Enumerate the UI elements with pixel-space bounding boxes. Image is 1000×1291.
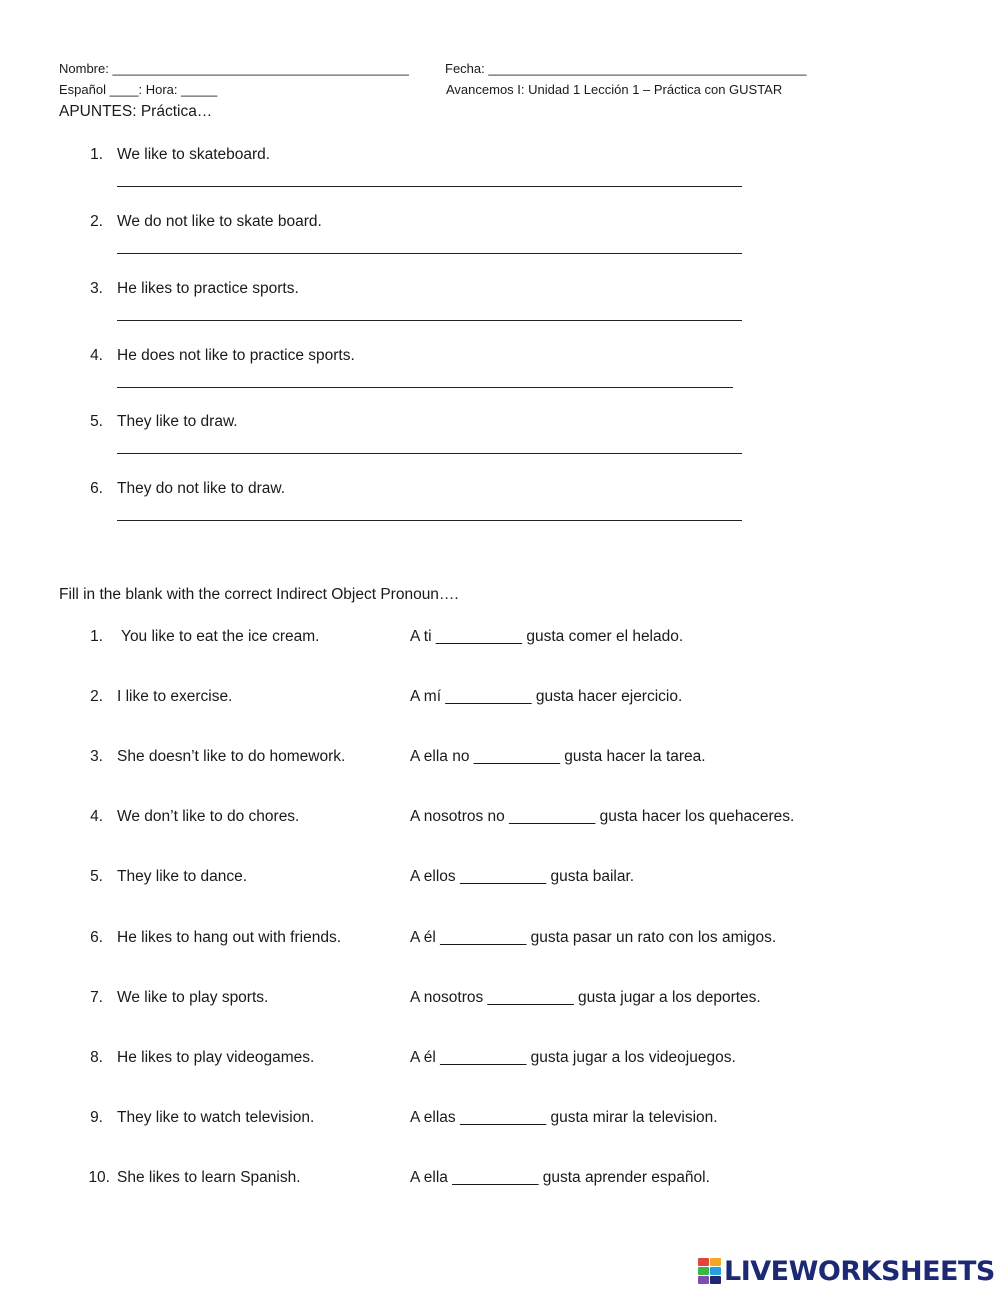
fill-item — [0, 929, 1000, 951]
spanish-sentence-with-blank[interactable]: A ellos __________ gusta bailar. — [410, 868, 635, 885]
english-sentence: She doesn’t like to do homework. — [117, 748, 346, 765]
item-number: 6. — [90, 480, 103, 497]
item-number: 3. — [90, 280, 103, 297]
logo-tile — [710, 1258, 721, 1266]
english-sentence: She likes to learn Spanish. — [117, 1169, 301, 1186]
item-number: 3. — [90, 748, 103, 765]
translate-item — [0, 146, 1000, 196]
liveworksheets-logo — [698, 1256, 995, 1286]
english-sentence: He likes to play videogames. — [117, 1049, 315, 1066]
english-sentence: He likes to hang out with friends. — [117, 929, 342, 946]
translate-item — [0, 213, 1000, 263]
translate-item — [0, 413, 1000, 463]
item-number: 5. — [90, 868, 103, 885]
item-prompt: He does not like to practice sports. — [117, 347, 355, 364]
logo-tile — [698, 1267, 709, 1275]
apuntes-heading: APUNTES: Práctica… — [59, 103, 213, 120]
english-sentence: We like to play sports. — [117, 989, 269, 1006]
item-number: 4. — [90, 808, 103, 825]
translate-item — [0, 280, 1000, 330]
spanish-sentence-with-blank[interactable]: A ellas __________ gusta mirar la television. — [410, 1109, 718, 1126]
english-sentence: You like to eat the ice cream. — [117, 628, 320, 645]
course-title: Avancemos I: Unidad 1 Lección 1 – Práctica con GUSTAR — [446, 82, 783, 97]
fill-item — [0, 748, 1000, 770]
logo-tile — [710, 1267, 721, 1275]
spanish-sentence-with-blank[interactable]: A ella no __________ gusta hacer la tarea. — [410, 748, 706, 765]
item-number: 10. — [88, 1169, 110, 1186]
item-number: 1. — [90, 628, 103, 645]
answer-line[interactable] — [117, 186, 742, 187]
logo-tile — [698, 1258, 709, 1266]
spanish-sentence-with-blank[interactable]: A mí __________ gusta hacer ejercicio. — [410, 688, 683, 705]
spanish-sentence-with-blank[interactable]: A nosotros __________ gusta jugar a los deportes. — [410, 989, 761, 1006]
fill-item — [0, 1169, 1000, 1191]
date-field[interactable]: Fecha: ____________________________________________ — [445, 61, 807, 76]
spanish-sentence-with-blank[interactable]: A él __________ gusta pasar un rato con los amigos. — [410, 929, 777, 946]
fill-item — [0, 688, 1000, 710]
fill-item — [0, 989, 1000, 1011]
item-number: 8. — [90, 1049, 103, 1066]
english-sentence: I like to exercise. — [117, 688, 233, 705]
item-prompt: He likes to practice sports. — [117, 280, 299, 297]
item-number: 2. — [90, 688, 103, 705]
item-prompt: They like to draw. — [117, 413, 238, 430]
item-prompt: We like to skateboard. — [117, 146, 271, 163]
fill-item — [0, 1109, 1000, 1131]
answer-line[interactable] — [117, 387, 733, 388]
spanish-sentence-with-blank[interactable]: A ella __________ gusta aprender español. — [410, 1169, 710, 1186]
logo-tile — [698, 1276, 709, 1284]
fill-item — [0, 628, 1000, 650]
fill-item — [0, 868, 1000, 890]
translate-item — [0, 480, 1000, 530]
name-field[interactable]: Nombre: _________________________________________ — [59, 61, 409, 76]
item-prompt: They do not like to draw. — [117, 480, 286, 497]
spanish-sentence-with-blank[interactable]: A nosotros no __________ gusta hacer los quehaceres. — [410, 808, 795, 825]
translate-item — [0, 347, 1000, 397]
logo-text: LIVEWORKSHEETS — [724, 1255, 995, 1287]
item-number: 7. — [90, 989, 103, 1006]
answer-line[interactable] — [117, 520, 742, 521]
item-number: 4. — [90, 347, 103, 364]
liveworksheets-mark-icon — [698, 1258, 721, 1284]
item-number: 9. — [90, 1109, 103, 1126]
logo-tile — [710, 1276, 721, 1284]
english-sentence: They like to dance. — [117, 868, 248, 885]
fill-item — [0, 808, 1000, 830]
class-hour-field[interactable]: Español ____: Hora: _____ — [59, 82, 218, 97]
spanish-sentence-with-blank[interactable]: A él __________ gusta jugar a los videojuegos. — [410, 1049, 736, 1066]
fill-item — [0, 1049, 1000, 1071]
fill-instructions: Fill in the blank with the correct Indirect Object Pronoun…. — [59, 586, 459, 603]
item-number: 6. — [90, 929, 103, 946]
item-prompt: We do not like to skate board. — [117, 213, 322, 230]
spanish-sentence-with-blank[interactable]: A ti __________ gusta comer el helado. — [410, 628, 684, 645]
answer-line[interactable] — [117, 253, 742, 254]
english-sentence: They like to watch television. — [117, 1109, 315, 1126]
item-number: 2. — [90, 213, 103, 230]
english-sentence: We don’t like to do chores. — [117, 808, 300, 825]
item-number: 5. — [90, 413, 103, 430]
item-number: 1. — [90, 146, 103, 163]
answer-line[interactable] — [117, 320, 742, 321]
answer-line[interactable] — [117, 453, 742, 454]
